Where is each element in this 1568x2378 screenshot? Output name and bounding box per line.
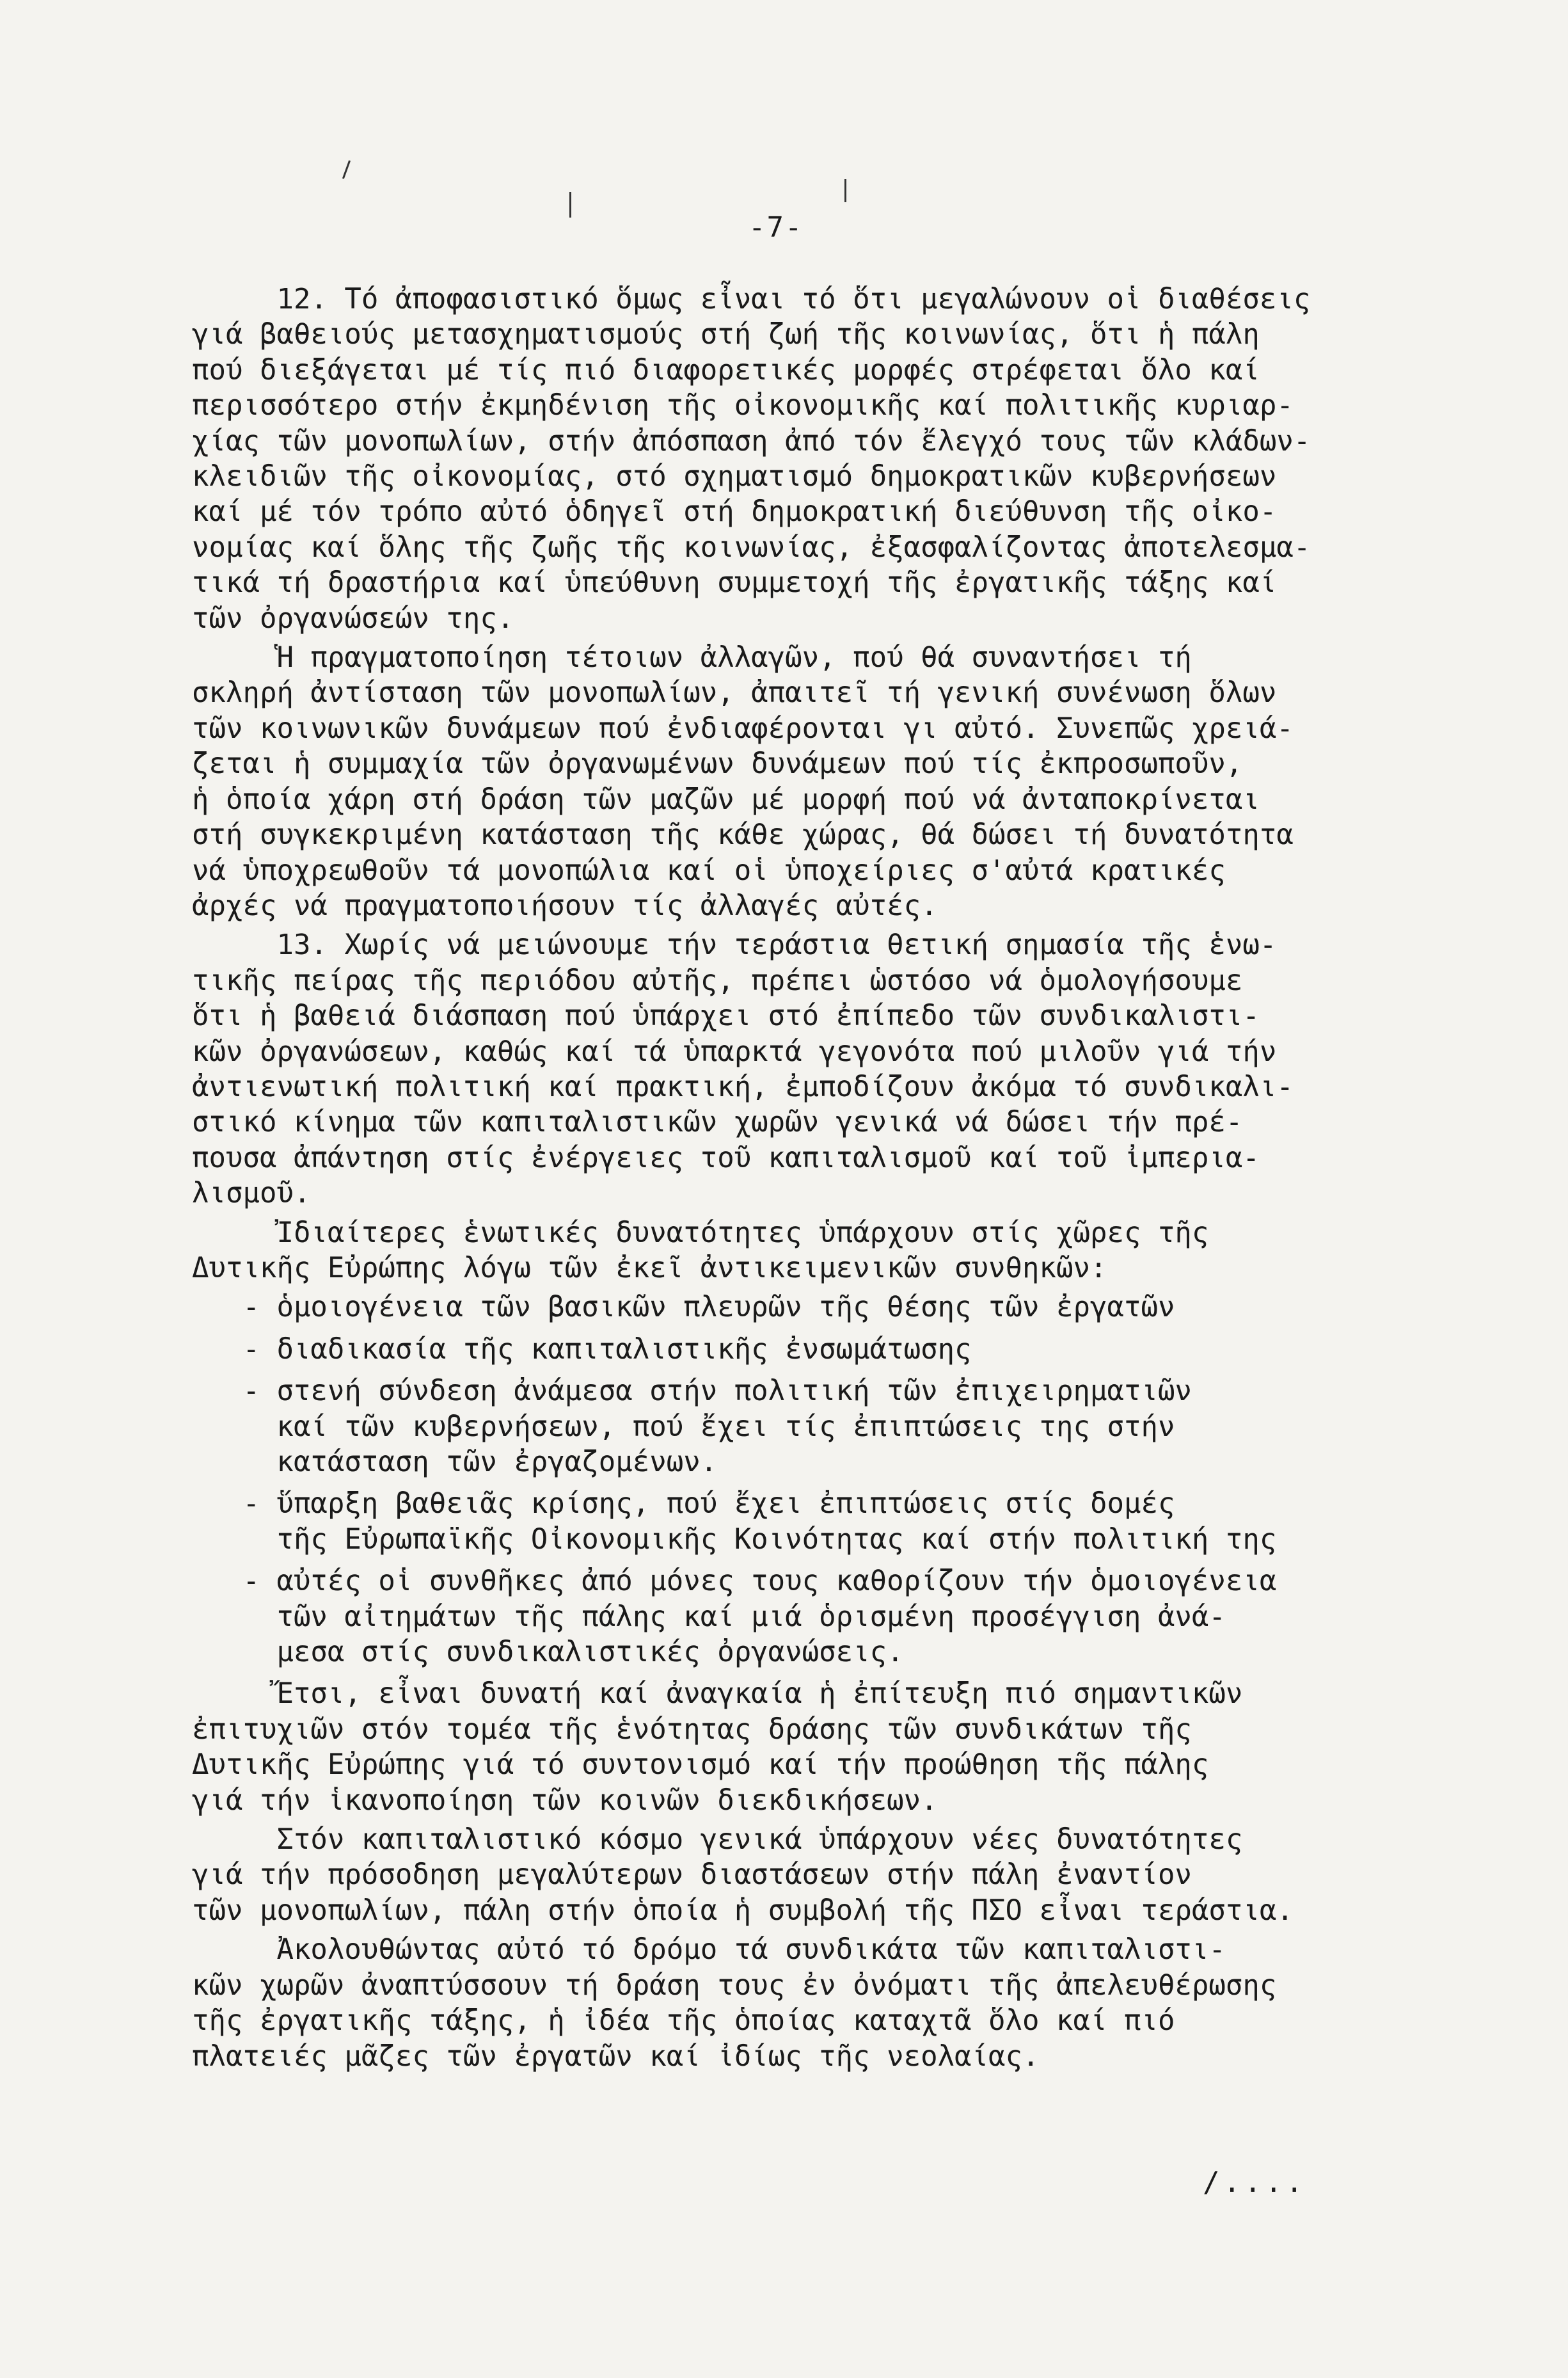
paragraph-12-continued: Ἡ πραγματοποίηση τέτοιων ἀλλαγῶν, πού θά συναντήσει τή σκληρή ἀντίσταση τῶν μονοπωλίων, ἀπαιτεῖ τή γενική συνένωση ὅλων τῶν κοινωνικῶν δυνάμεων πού ἐνδιαφέρονται γι αὐτό. Συνεπῶς χρειά- ζεται ἡ συμμαχία τῶν ὀργανωμένων δυνάμεων πού τίς ἐκπροσωποῦν, ἡ ὁποία χάρη στή δράση τῶν μαζῶν μέ μορφή πού νά ἀνταποκρίνεται στή συγκεκριμένη κατάσταση τῆς κάθε χώρας, θά δώσει τή δυνατότητα νά ὑποχρεωθοῦν τά μονοπώλια καί οἱ ὑποχείριες σ'αὐτά κρατικές ἀρχές νά πραγματοποιήσουν τίς ἀλλαγές αὐτές. [192, 641, 1294, 922]
list-item: - ὕπαρξη βαθειᾶς κρίσης, πού ἔχει ἐπιπτώσεις στίς δομές τῆς Εὐρωπαϊκῆς Οἰκονομικῆς Κοινότητας καί στήν πολιτική της [242, 1487, 1277, 1556]
document-body [192, 282, 1510, 2074]
paragraph-thus: Ἔτσι, εἶναι δυνατή καί ἀναγκαία ἡ ἐπίτευξη πιό σημαντικῶν ἐπιτυχιῶν στόν τομέα τῆς ἑνότητας δράσης τῶν συνδικάτων τῆς Δυτικῆς Εὐρώπης γιά τό συντονισμό καί τήν προώθηση τῆς πάλης γιά τήν ἱκανοποίηση τῶν κοινῶν διεκδικήσεων. [192, 1677, 1243, 1817]
scan-mark [844, 179, 846, 202]
paragraph-following-path: Ἀκολουθώντας αὐτό τό δρόμο τά συνδικάτα τῶν καπιταλιστι- κῶν χωρῶν ἀναπτύσσουν τή δράση τους ἐν ὀνόματι τῆς ἀπελευθέρωσης τῆς ἐργατικῆς τάξης, ἡ ἰδέα τῆς ὁποίας καταχτᾶ ὅλο καί πιό πλατειές μᾶζες τῶν ἐργατῶν καί ἰδίως τῆς νεολαίας. [192, 1933, 1277, 2073]
page-number: -7- [748, 211, 804, 244]
list-item: - ὁμοιογένεια τῶν βασικῶν πλευρῶν τῆς θέσης τῶν ἐργατῶν [192, 1291, 1175, 1324]
paragraph-13: 13. Χωρίς νά μειώνουμε τήν τεράστια θετική σημασία τῆς ἑνω- τικῆς πείρας τῆς περιόδου αὐτῆς, πρέπει ὡστόσο νά ὁμολογήσουμε ὅτι ἡ βαθειά διάσπαση πού ὑπάρχει στό ἐπίπεδο τῶν συνδικαλιστι- κῶν ὀργανώσεων, καθώς καί τά ὑπαρκτά γεγονότα πού μιλοῦν γιά τήν ἀντιενωτική πολιτική καί πρακτική, ἐμποδίζουν ἀκόμα τό συνδικαλι- στικό κίνημα τῶν καπιταλιστικῶν χωρῶν γενικά νά δώσει τήν πρέ- πουσα ἀπάντηση στίς ἐνέργειες τοῦ καπιταλισμοῦ καί τοῦ ἰμπερια- λισμοῦ. [192, 929, 1294, 1210]
scan-mark [342, 160, 351, 179]
conditions-list [192, 1289, 1510, 1670]
paragraph-capitalist-world: Στόν καπιταλιστικό κόσμο γενικά ὑπάρχουν νέες δυνατότητες γιά τήν πρόσοδηση μεγαλύτερων διαστάσεων στήν πάλη ἐναντίον τῶν μονοπωλίων, πάλη στήν ὁποία ἡ συμβολή τῆς ΠΣΟ εἶναι τεράστια. [192, 1823, 1294, 1927]
list-item: - στενή σύνδεση ἀνάμεσα στήν πολιτική τῶν ἐπιχειρηματιῶν καί τῶν κυβερνήσεων, πού ἔχει τίς ἐπιπτώσεις της στήν κατάσταση τῶν ἐργαζομένων. [242, 1375, 1192, 1478]
list-item: - διαδικασία τῆς καπιταλιστικῆς ἐνσωμάτωσης [192, 1332, 972, 1366]
paragraph-12: 12. Τό ἀποφασιστικό ὅμως εἶναι τό ὅτι μεγαλώνουν οἱ διαθέσεις γιά βαθειούς μετασχηματισμούς στή ζωή τῆς κοινωνίας, ὅτι ἡ πάλη πού διεξάγεται μέ τίς πιό διαφορετικές μορφές στρέφεται ὅλο καί περισσότερο στήν ἐκμηδένιση τῆς οἰκονομικῆς καί πολιτικῆς κυριαρ- χίας τῶν μονοπωλίων, στήν ἀπόσπαση ἀπό τόν ἔλεγχό τους τῶν κλάδων- κλειδιῶν τῆς οἰκονομίας, στό σχηματισμό δημοκρατικῶν κυβερνήσεων καί μέ τόν τρόπο αὐτό ὁδηγεῖ στή δημοκρατική διεύθυνση τῆς οἰκο- νομίας καί ὅλης τῆς ζωῆς τῆς κοινωνίας, ἐξασφαλίζοντας ἀποτελεσμα- τικά τή δραστήρια καί ὑπεύθυνη συμμετοχή τῆς ἐργατικῆς τάξης καί τῶν ὀργανώσεών της. [192, 283, 1311, 635]
continuation-mark: /.... [1203, 2166, 1307, 2199]
list-item: - αὐτές οἱ συνθῆκες ἀπό μόνες τους καθορίζουν τήν ὁμοιογένεια τῶν αἰτημάτων τῆς πάλης καί μιά ὁρισμένη προσέγγιση ἀνά- μεσα στίς συνδικαλιστικές ὀργανώσεις. [242, 1565, 1277, 1669]
scan-mark [569, 192, 571, 218]
paragraph-13-continued: Ἰδιαίτερες ἑνωτικές δυνατότητες ὑπάρχουν στίς χῶρες τῆς Δυτικῆς Εὐρώπης λόγω τῶν ἐκεῖ ἀντικειμενικῶν συνθηκῶν: [192, 1216, 1209, 1284]
